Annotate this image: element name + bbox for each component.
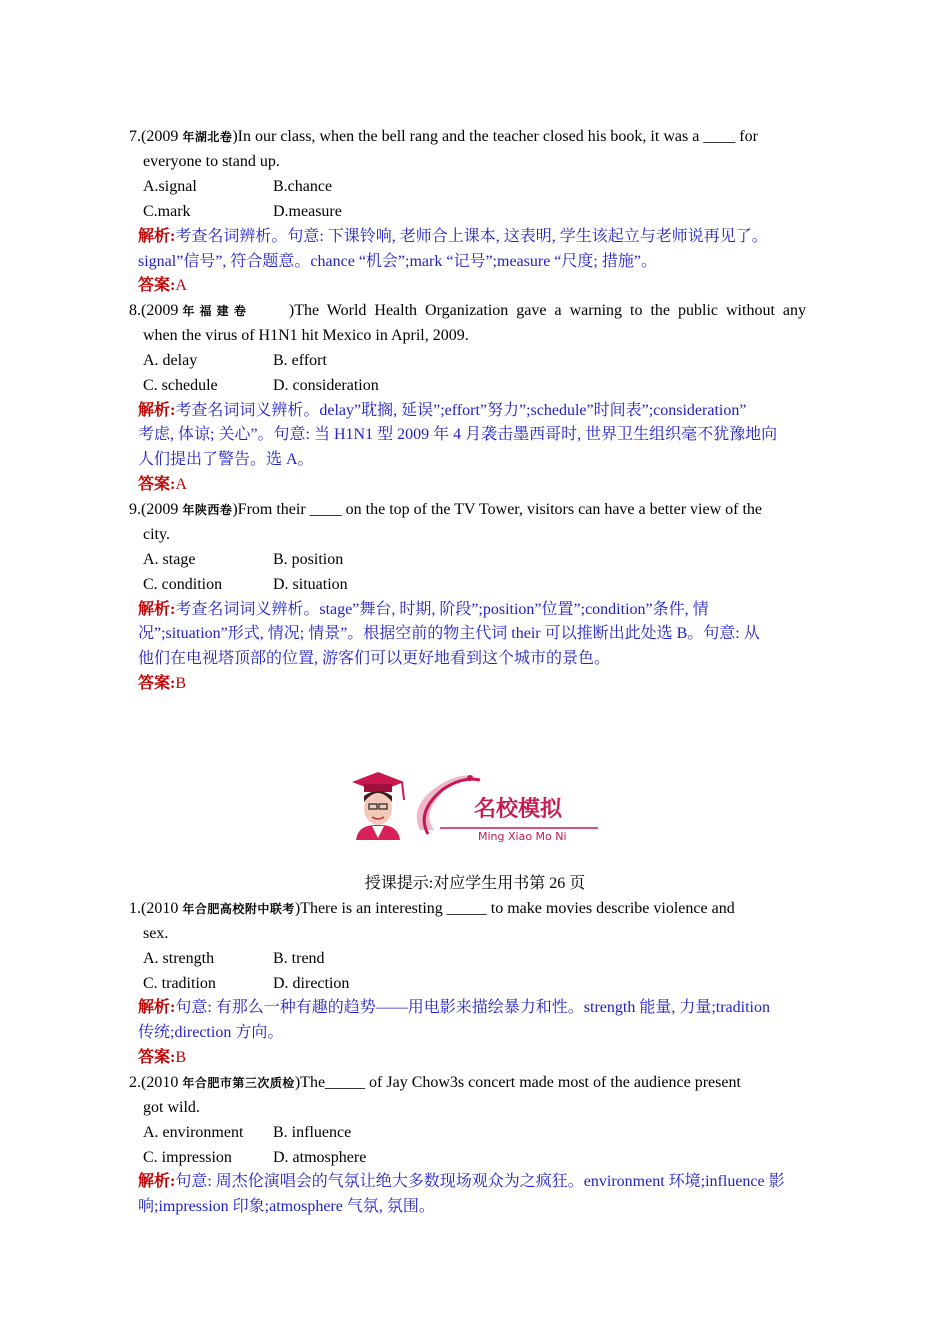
q8-stem-line1: [129, 301, 806, 321]
p2-analysis-line2: 响;impression 印象;atmosphere 气氛, 氛围。: [138, 1198, 435, 1215]
q8-analysis-text: 考查名词词义辨析。delay”耽搁, 延误”;effort”努力”;schedule”时间表”;consideration”: [175, 402, 747, 419]
q8-option-a: A. delay: [143, 352, 198, 369]
p2-option-d: D. atmosphere: [273, 1149, 367, 1166]
q9-stem-line1: [129, 500, 762, 520]
q8-analysis-line3: 人们提出了警告。选 A。: [138, 451, 314, 468]
q8-answer-label: 答案:: [138, 476, 176, 493]
p2-stem-line2: got wild.: [143, 1099, 200, 1116]
q8-analysis-line1: [138, 401, 746, 421]
q7-analysis-label: 解析:: [138, 228, 176, 245]
p2-option-a: A. environment: [143, 1124, 244, 1141]
p2-analysis-label: 解析:: [138, 1173, 176, 1190]
q7-analysis-line2: signal”信号”, 符合题意。chance “机会”;mark “记号”;measure “尺度; 措施”。: [138, 253, 657, 270]
q9-option-c: C. condition: [143, 576, 223, 593]
q9-stem-line2: city.: [143, 526, 170, 543]
q7-option-c: C.mark: [143, 203, 191, 220]
q8-analysis-label: 解析:: [138, 402, 176, 419]
logo-pinyin: Ming Xiao Mo Ni: [478, 830, 567, 842]
q7-number: 7.(2009: [129, 128, 183, 145]
q7-option-b: B.chance: [273, 178, 333, 195]
q9-answer-value: B: [175, 675, 187, 692]
q9-option-b: B. position: [273, 551, 344, 568]
q8-source: 年 福 建 卷: [182, 304, 247, 318]
q8-stem-line2: when the virus of H1N1 hit Mexico in April, 2009.: [143, 327, 469, 344]
p2-option-c: C. impression: [143, 1149, 232, 1166]
q9-stem-text: )From their ____ on the top of the TV Tower, visitors can have a better view of the: [232, 501, 763, 518]
p1-stem-line1: [129, 899, 735, 919]
teaching-hint: 授课提示:对应学生用书第 26 页: [364, 875, 586, 892]
p1-analysis-text: 句意: 有那么一种有趣的趋势——用电影来描绘暴力和性。strength 能量, 力量;tradition: [175, 999, 770, 1016]
q9-analysis-label: 解析:: [138, 601, 176, 618]
p1-option-b: B. trend: [273, 950, 325, 967]
p2-analysis-line1: [138, 1172, 785, 1192]
q9-answer-label: 答案:: [138, 675, 176, 692]
q8-analysis-line2: 考虑, 体谅; 关心”。句意: 当 H1N1 型 2009 年 4 月袭击墨西哥时, 世界卫生组织毫不犹豫地向: [138, 426, 778, 443]
q8-option-b: B. effort: [273, 352, 327, 369]
q7-option-d: D.measure: [273, 203, 342, 220]
q8-answer-value: A: [175, 476, 187, 493]
p1-source: 年合肥高校附中联考: [182, 902, 295, 916]
p1-stem-line2: sex.: [143, 925, 169, 942]
q7-option-a: A.signal: [143, 178, 197, 195]
p1-number: 1.(2010: [129, 900, 183, 917]
logo-title: 名校模拟: [474, 797, 563, 822]
q8-answer: [138, 475, 187, 495]
q9-analysis-line1: [138, 600, 709, 620]
p1-stem-text: )There is an interesting _____ to make movies describe violence and: [294, 900, 735, 917]
p2-analysis-text: 句意: 周杰伦演唱会的气氛让绝大多数现场观众为之疯狂。environment 环境;influence 影: [175, 1173, 785, 1190]
q7-answer-value: A: [175, 277, 187, 294]
p1-analysis-line1: [138, 998, 770, 1018]
p2-option-b: B. influence: [273, 1124, 352, 1141]
p1-analysis-line2: 传统;direction 方向。: [138, 1024, 284, 1041]
q8-option-c: C. schedule: [143, 377, 218, 394]
q7-answer: [138, 276, 187, 296]
graduate-logo-icon: [350, 770, 602, 842]
q9-analysis-line2: 况”;situation”形式, 情况; 情景”。根据空前的物主代词 their 可以推断出此处选 B。句意: 从: [138, 625, 760, 642]
q8-option-d: D. consideration: [273, 377, 379, 394]
q9-analysis-text: 考查名词词义辨析。stage”舞台, 时期, 阶段”;position”位置”;condition”条件, 情: [175, 601, 709, 618]
p1-analysis-label: 解析:: [138, 999, 176, 1016]
q7-source: 年湖北卷: [182, 130, 233, 144]
q7-stem-text: )In our class, when the bell rang and the teacher closed his book, it was a ____ for: [232, 128, 758, 145]
q7-answer-label: 答案:: [138, 277, 176, 294]
q8-stem-text: )The World Health Organization gave a warning to the public without any: [288, 302, 806, 319]
p1-answer-value: B: [175, 1049, 187, 1066]
q7-analysis-text: 考查名词辨析。句意: 下课铃响, 老师合上课本, 这表明, 学生该起立与老师说再见了。: [175, 228, 768, 245]
q8-number: 8.(2009: [129, 302, 183, 319]
section-logo-banner: [350, 770, 602, 842]
q9-option-d: D. situation: [273, 576, 348, 593]
q9-analysis-line3: 他们在电视塔顶部的位置, 游客们可以更好地看到这个城市的景色。: [138, 650, 611, 667]
p2-source: 年合肥市第三次质检: [182, 1076, 295, 1090]
q9-number: 9.(2009: [129, 501, 183, 518]
p2-number: 2.(2010: [129, 1074, 183, 1091]
p1-option-a: A. strength: [143, 950, 215, 967]
q7-stem-line2: everyone to stand up.: [143, 153, 280, 170]
q7-stem-line1: [129, 127, 758, 147]
q9-option-a: A. stage: [143, 551, 196, 568]
p2-stem-text: )The_____ of Jay Chow3s concert made most of the audience present: [294, 1074, 741, 1091]
q7-analysis-line1: [138, 227, 768, 247]
p1-answer-label: 答案:: [138, 1049, 176, 1066]
p1-option-d: D. direction: [273, 975, 350, 992]
q9-source: 年陕西卷: [182, 503, 233, 517]
q9-answer: [138, 674, 186, 694]
p2-stem-line1: [129, 1073, 741, 1093]
p1-option-c: C. tradition: [143, 975, 216, 992]
p1-answer: [138, 1048, 186, 1068]
